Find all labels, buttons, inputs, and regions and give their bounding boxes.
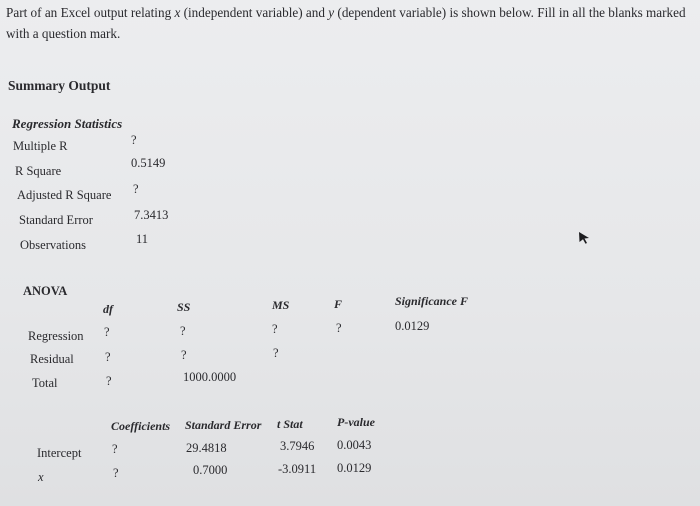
question-part-2: (independent variable) and	[180, 5, 329, 20]
anova-regression-ms: ?	[272, 322, 278, 336]
summary-output-title: Summary Output	[8, 78, 111, 93]
anova-regression-ss: ?	[180, 324, 186, 338]
coef-row-label-intercept: Intercept	[37, 446, 82, 460]
anova-header-df: df	[103, 302, 113, 316]
rs-label-adjusted-r-square: Adjusted R Square	[17, 188, 112, 202]
coef-intercept-t-stat: 3.7946	[280, 439, 315, 453]
coef-x-standard-error: 0.7000	[193, 463, 228, 477]
anova-header-ms: MS	[272, 298, 290, 312]
anova-header-significance-f: Significance F	[395, 294, 469, 308]
question-part-3: (dependent variable) is shown below. Fill in all the blanks marked with a question mark.	[6, 5, 686, 41]
coef-header-coefficients: Coefficients	[111, 419, 171, 433]
anova-total-ss: 1000.0000	[183, 370, 237, 384]
question-part-1: Part of an Excel output relating	[6, 5, 175, 20]
anova-title: ANOVA	[23, 284, 68, 298]
coef-header-standard-error: Standard Error	[185, 418, 262, 432]
anova-residual-df: ?	[105, 350, 111, 364]
anova-total-df: ?	[106, 374, 112, 388]
coef-x-t-stat: -3.0911	[278, 462, 317, 476]
anova-row-label-residual: Residual	[30, 352, 74, 366]
rs-value-standard-error: 7.3413	[134, 208, 169, 222]
anova-row-label-regression: Regression	[28, 329, 84, 343]
x-variable: x	[174, 5, 181, 20]
anova-residual-ss: ?	[181, 348, 187, 362]
coef-x-p-value: 0.0129	[337, 461, 372, 475]
anova-f-value: ?	[336, 321, 342, 335]
coef-intercept-coefficient: ?	[112, 442, 118, 456]
anova-header-ss: SS	[177, 300, 191, 314]
rs-label-observations: Observations	[20, 238, 86, 252]
question-text	[6, 2, 696, 44]
anova-regression-df: ?	[104, 325, 110, 339]
rs-value-multiple-r: ?	[131, 133, 137, 147]
coef-intercept-p-value: 0.0043	[337, 438, 372, 452]
rs-label-standard-error: Standard Error	[19, 213, 93, 227]
anova-residual-ms: ?	[273, 346, 279, 360]
coef-header-t-stat: t Stat	[277, 417, 303, 431]
anova-header-f: F	[334, 297, 343, 311]
coef-row-label-x: x	[38, 470, 44, 484]
anova-row-label-total: Total	[32, 376, 58, 390]
rs-value-observations: 11	[136, 232, 149, 246]
rs-value-adjusted-r-square: ?	[133, 182, 139, 196]
regression-statistics-title: Regression Statistics	[12, 116, 123, 131]
coef-x-coefficient: ?	[113, 466, 119, 480]
coef-intercept-standard-error: 29.4818	[186, 441, 227, 455]
anova-significance-f-value: 0.0129	[395, 319, 430, 333]
rs-label-multiple-r: Multiple R	[13, 139, 68, 153]
y-variable: y	[328, 5, 335, 20]
coef-header-p-value: P-value	[337, 415, 375, 429]
rs-label-r-square: R Square	[15, 164, 62, 178]
rs-value-r-square: 0.5149	[131, 156, 166, 170]
mouse-pointer-icon	[578, 231, 590, 250]
